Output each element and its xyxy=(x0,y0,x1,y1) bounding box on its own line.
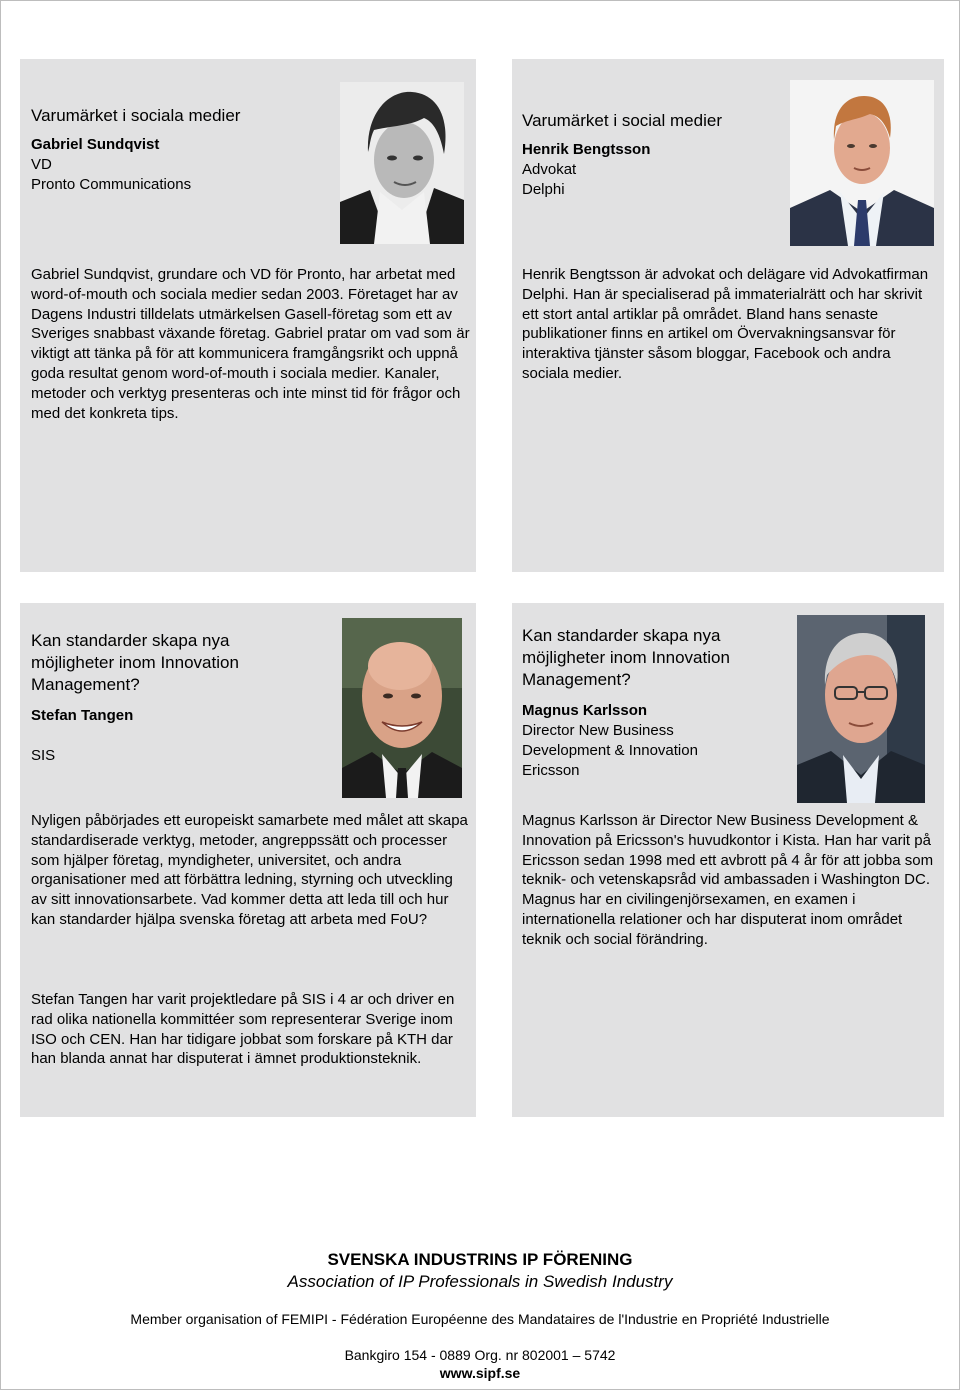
speaker-bio: Gabriel Sundqvist, grundare och VD för Pronto, har arbetat med word-of-mouth och sociala medier sedan 2003. Företaget har av Dagens Industri tilldelats utmärkelsen Gasell-företag som ett av Sveriges snabbast växande företag. Gabriel pratar om vad som är viktigt att tänka på för att kommunicera framgångsrikt och uppnå goda resultat genom word-of-mouth i sociala medier. Kanaler, metoder och verktyg presenteras och inte minst tid för frågor och med det konkreta tips. xyxy=(31,266,470,422)
speaker-company: Delphi xyxy=(522,181,565,198)
talk-title: Varumärket i social medier xyxy=(522,111,722,130)
talk-title: Kan standarder skapa nya möjligheter inom Innovation Management? xyxy=(31,631,239,694)
speaker-company: Pronto Communications xyxy=(31,176,192,193)
speaker-bio-2: Stefan Tangen har varit projektledare på SIS i 4 ar och driver en rad olika nationella kommittéer som representerar Sverige inom ISO och CEN. Han har tidigare jobbat som forskare på KTH dar han blanda annat har disputerat i ämnet produktionsteknik. xyxy=(31,991,455,1068)
speaker-role: Director New Business xyxy=(522,722,674,739)
speaker-company: SIS xyxy=(31,747,56,764)
footer-membership: Member organisation of FEMIPI - Fédération Européenne des Mandataires de l'Industrie en Propriété Industrielle xyxy=(130,1311,830,1327)
speaker-photo xyxy=(790,80,934,246)
speaker-card-karlsson xyxy=(512,603,944,1117)
speaker-card-sundqvist xyxy=(20,59,476,572)
footer-website-link[interactable]: www.sipf.se xyxy=(439,1365,521,1381)
footer-bank-details: Bankgiro 154 - 0889 Org. nr 802001 – 5742 xyxy=(344,1347,616,1363)
speaker-name: Stefan Tangen xyxy=(31,707,134,724)
talk-title: Varumärket i sociala medier xyxy=(31,106,241,125)
speaker-photo xyxy=(797,615,925,803)
footer-organization: SVENSKA INDUSTRINS IP FÖRENING xyxy=(327,1250,633,1269)
speaker-photo xyxy=(342,618,462,798)
speaker-name: Magnus Karlsson xyxy=(522,702,648,719)
speaker-role-2: Development & Innovation xyxy=(522,742,698,759)
speaker-bio: Nyligen påbörjades ett europeiskt samarbete med målet att skapa standardiserade verktyg, metoder, angreppssätt och processer som hjälper företag, myndigheter, universitet, och andra organisationer med att förbättra ledning, styrning och utveckling av sitt innovationsarbete. Vad kommer detta att leda till och hur kan standarder hjälpa svenska företag att arbeta med FoU? xyxy=(31,812,468,928)
speaker-bio: Magnus Karlsson är Director New Business Development & Innovation på Ericsson's huvudkontor i Kista. Han har varit på Ericsson sedan 1998 med ett avbrott på 4 år för att jobba som teknik- och vetenskapsråd vid ambassaden i Washington DC. Magnus har en civilingenjörsexamen, en examen i internationella relationer och har disputerat inom området teknik och social förändring. xyxy=(522,812,934,948)
speaker-card-bengtsson xyxy=(512,59,944,572)
speaker-card-tangen xyxy=(20,603,476,1117)
speaker-bio: Henrik Bengtsson är advokat och delägare vid Advokatfirman Delphi. Han är specialiserad på immaterialrätt och har skrivit ett stort antal artiklar på området. Bland hans senaste publikationer finns en artikel om Övervakningsansvar för interaktiva tjänster såsom bloggar, Facebook och andra sociala medier. xyxy=(522,266,929,382)
speaker-name: Henrik Bengtsson xyxy=(522,141,651,158)
speaker-photo xyxy=(340,82,464,244)
speaker-role: VD xyxy=(31,156,52,173)
footer-subtitle: Association of IP Professionals in Swedish Industry xyxy=(287,1272,673,1291)
speaker-role: Advokat xyxy=(522,161,577,178)
speaker-company: Ericsson xyxy=(522,762,580,779)
speaker-name: Gabriel Sundqvist xyxy=(31,136,160,153)
talk-title: Kan standarder skapa nya möjligheter inom Innovation Management? xyxy=(522,626,730,689)
